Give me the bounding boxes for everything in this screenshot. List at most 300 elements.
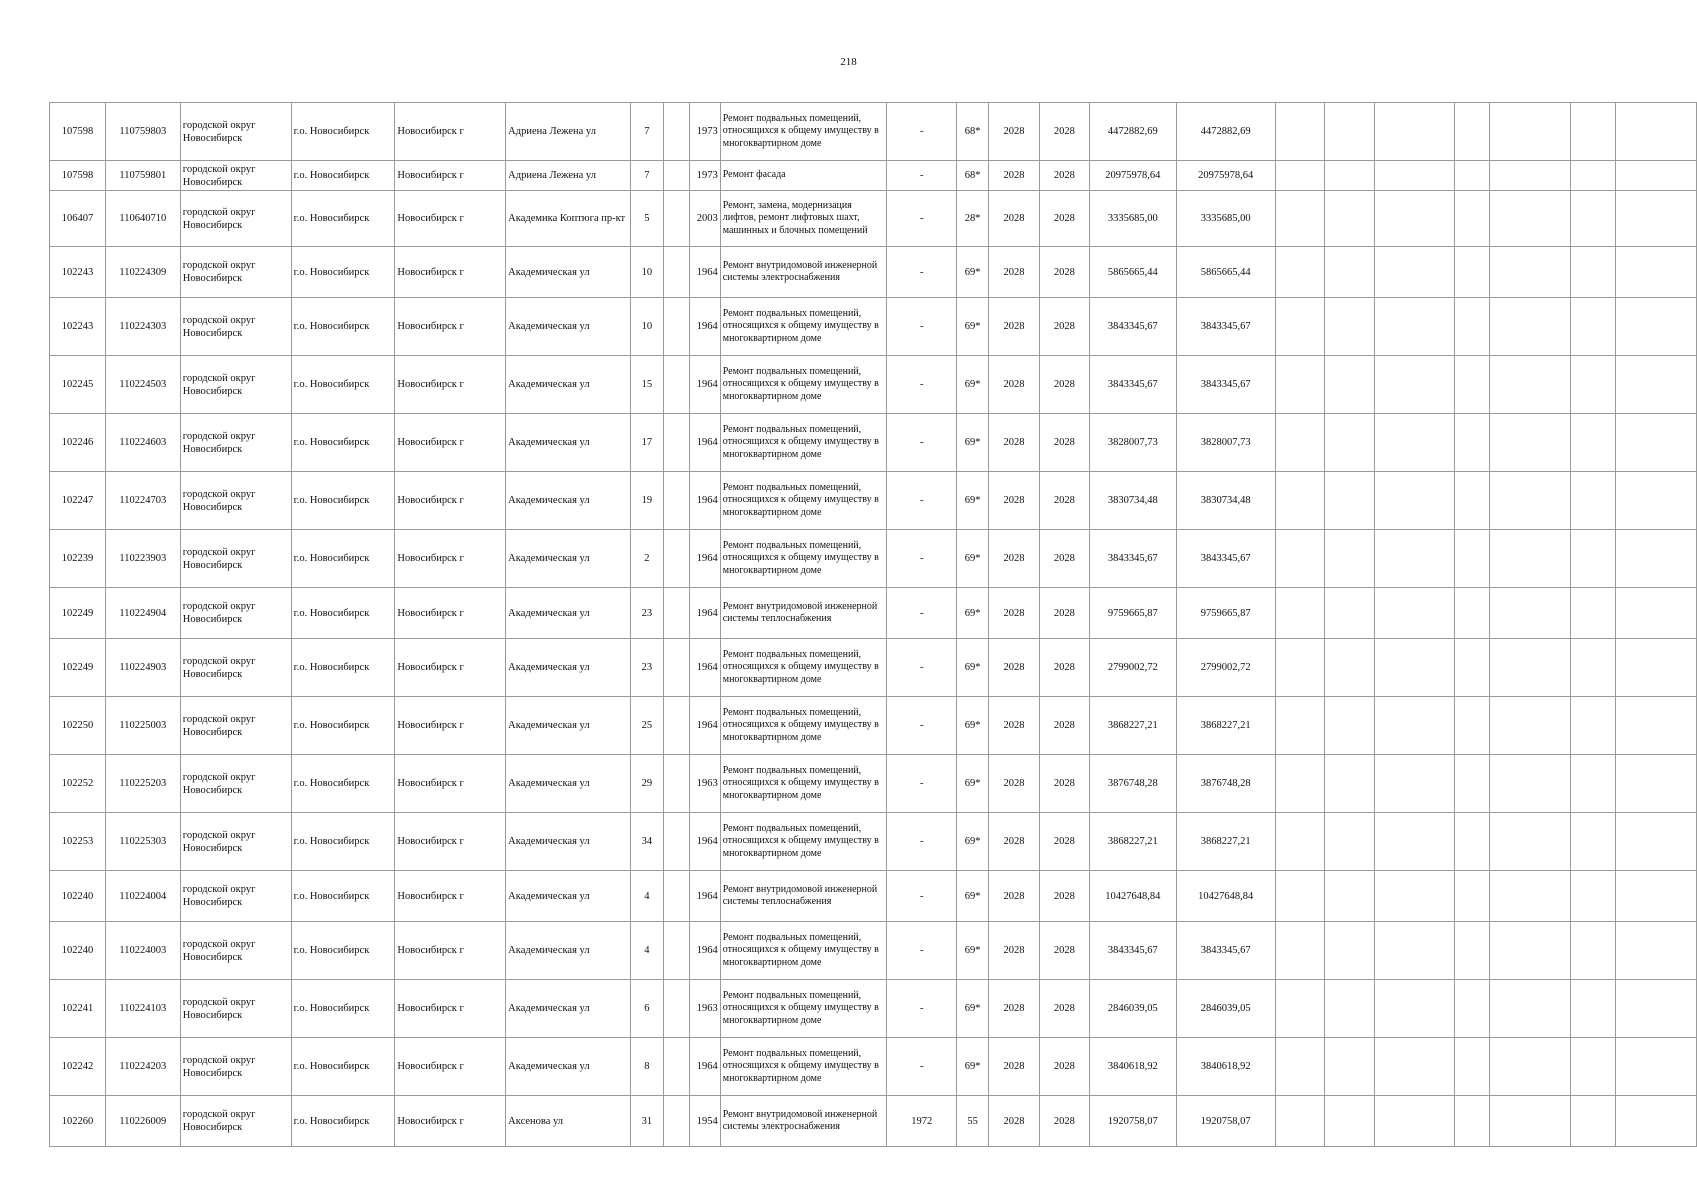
row-id: 102243 — [50, 247, 106, 298]
row-municipality: г.о. Новосибирск — [291, 755, 395, 813]
row-cost-fund: 3335685,00 — [1176, 191, 1275, 247]
row-cost-fund: 20975978,64 — [1176, 161, 1275, 191]
row-okrug: городской округ Новосибирск — [180, 1096, 291, 1147]
row-house: 34 — [630, 813, 663, 871]
table-row — [50, 755, 1697, 813]
table-row — [50, 813, 1697, 871]
empty-cell — [1325, 103, 1375, 161]
empty-cell — [1454, 356, 1489, 414]
empty-cell — [1616, 103, 1697, 161]
row-id: 102247 — [50, 472, 106, 530]
empty-cell — [1489, 871, 1571, 922]
row-municipality: г.о. Новосибирск — [291, 298, 395, 356]
row-cost-total: 3828007,73 — [1089, 414, 1176, 472]
row-commission-year: - — [887, 813, 957, 871]
table-row — [50, 298, 1697, 356]
row-municipality: г.о. Новосибирск — [291, 588, 395, 639]
row-wear-percent: 69* — [957, 639, 989, 697]
row-wear-percent: 69* — [957, 298, 989, 356]
row-year: 2003 — [689, 191, 720, 247]
row-municipality: г.о. Новосибирск — [291, 871, 395, 922]
row-code: 110759801 — [105, 161, 180, 191]
empty-cell — [1571, 1038, 1616, 1096]
row-cost-fund: 2799002,72 — [1176, 639, 1275, 697]
row-cost-total: 3830734,48 — [1089, 472, 1176, 530]
row-work-type: Ремонт подвальных помещений, относящихся к общему имуществу в многоквартирном доме — [720, 298, 887, 356]
empty-cell — [1489, 813, 1571, 871]
row-code: 110225303 — [105, 813, 180, 871]
empty-cell — [1454, 871, 1489, 922]
row-cost-fund: 4472882,69 — [1176, 103, 1275, 161]
row-blank — [663, 103, 689, 161]
empty-cell — [1571, 161, 1616, 191]
row-house: 17 — [630, 414, 663, 472]
row-year: 1964 — [689, 639, 720, 697]
row-okrug: городской округ Новосибирск — [180, 639, 291, 697]
empty-cell — [1489, 103, 1571, 161]
row-commission-year: - — [887, 697, 957, 755]
empty-cell — [1325, 1038, 1375, 1096]
row-plan-year-end: 2028 — [1039, 247, 1089, 298]
row-id: 106407 — [50, 191, 106, 247]
row-blank — [663, 247, 689, 298]
empty-cell — [1454, 247, 1489, 298]
row-house: 15 — [630, 356, 663, 414]
row-house: 4 — [630, 922, 663, 980]
row-code: 110224703 — [105, 472, 180, 530]
empty-cell — [1454, 588, 1489, 639]
empty-cell — [1571, 922, 1616, 980]
empty-cell — [1275, 472, 1325, 530]
row-wear-percent: 69* — [957, 588, 989, 639]
row-work-type: Ремонт подвальных помещений, относящихся к общему имуществу в многоквартирном доме — [720, 813, 887, 871]
empty-cell — [1454, 103, 1489, 161]
empty-cell — [1454, 755, 1489, 813]
empty-cell — [1454, 922, 1489, 980]
row-street: Адриена Лежена ул — [506, 161, 631, 191]
row-plan-year-start: 2028 — [989, 298, 1040, 356]
row-year: 1964 — [689, 813, 720, 871]
row-cost-fund: 3843345,67 — [1176, 356, 1275, 414]
empty-cell — [1325, 639, 1375, 697]
row-plan-year-start: 2028 — [989, 414, 1040, 472]
row-municipality: г.о. Новосибирск — [291, 922, 395, 980]
row-okrug: городской округ Новосибирск — [180, 356, 291, 414]
row-cost-total: 2846039,05 — [1089, 980, 1176, 1038]
empty-cell — [1375, 871, 1455, 922]
row-street: Академическая ул — [506, 697, 631, 755]
row-id: 102242 — [50, 1038, 106, 1096]
empty-cell — [1275, 871, 1325, 922]
row-wear-percent: 69* — [957, 247, 989, 298]
row-cost-total: 10427648,84 — [1089, 871, 1176, 922]
row-blank — [663, 922, 689, 980]
table-row — [50, 639, 1697, 697]
empty-cell — [1571, 813, 1616, 871]
empty-cell — [1325, 472, 1375, 530]
row-id: 102260 — [50, 1096, 106, 1147]
row-wear-percent: 69* — [957, 980, 989, 1038]
row-year: 1963 — [689, 755, 720, 813]
row-cost-total: 1920758,07 — [1089, 1096, 1176, 1147]
row-wear-percent: 68* — [957, 161, 989, 191]
row-plan-year-start: 2028 — [989, 356, 1040, 414]
empty-cell — [1489, 1038, 1571, 1096]
row-okrug: городской округ Новосибирск — [180, 161, 291, 191]
table-row — [50, 161, 1697, 191]
row-blank — [663, 414, 689, 472]
empty-cell — [1454, 191, 1489, 247]
empty-cell — [1571, 639, 1616, 697]
row-okrug: городской округ Новосибирск — [180, 191, 291, 247]
empty-cell — [1275, 356, 1325, 414]
row-house: 25 — [630, 697, 663, 755]
empty-cell — [1489, 472, 1571, 530]
row-year: 1964 — [689, 588, 720, 639]
row-commission-year: - — [887, 755, 957, 813]
row-plan-year-end: 2028 — [1039, 530, 1089, 588]
row-blank — [663, 356, 689, 414]
row-street: Академическая ул — [506, 755, 631, 813]
row-okrug: городской округ Новосибирск — [180, 813, 291, 871]
row-okrug: городской округ Новосибирск — [180, 588, 291, 639]
row-id: 107598 — [50, 161, 106, 191]
empty-cell — [1454, 472, 1489, 530]
empty-cell — [1616, 922, 1697, 980]
empty-cell — [1616, 980, 1697, 1038]
row-house: 7 — [630, 161, 663, 191]
empty-cell — [1275, 755, 1325, 813]
row-commission-year: - — [887, 871, 957, 922]
row-city: Новосибирск г — [395, 1096, 506, 1147]
table-row — [50, 1038, 1697, 1096]
row-city: Новосибирск г — [395, 530, 506, 588]
row-commission-year: - — [887, 922, 957, 980]
row-house: 31 — [630, 1096, 663, 1147]
table-row — [50, 247, 1697, 298]
row-plan-year-start: 2028 — [989, 191, 1040, 247]
row-okrug: городской округ Новосибирск — [180, 1038, 291, 1096]
empty-cell — [1375, 414, 1455, 472]
row-id: 102243 — [50, 298, 106, 356]
empty-cell — [1571, 1096, 1616, 1147]
row-cost-fund: 3868227,21 — [1176, 697, 1275, 755]
row-plan-year-start: 2028 — [989, 922, 1040, 980]
row-municipality: г.о. Новосибирск — [291, 414, 395, 472]
row-municipality: г.о. Новосибирск — [291, 472, 395, 530]
row-house: 23 — [630, 639, 663, 697]
empty-cell — [1275, 1038, 1325, 1096]
row-blank — [663, 980, 689, 1038]
row-commission-year: - — [887, 414, 957, 472]
row-plan-year-end: 2028 — [1039, 103, 1089, 161]
empty-cell — [1571, 414, 1616, 472]
row-city: Новосибирск г — [395, 922, 506, 980]
empty-cell — [1454, 530, 1489, 588]
row-work-type: Ремонт подвальных помещений, относящихся к общему имуществу в многоквартирном доме — [720, 755, 887, 813]
row-house: 29 — [630, 755, 663, 813]
row-city: Новосибирск г — [395, 247, 506, 298]
row-wear-percent: 69* — [957, 755, 989, 813]
empty-cell — [1275, 103, 1325, 161]
empty-cell — [1616, 298, 1697, 356]
empty-cell — [1375, 1038, 1455, 1096]
row-blank — [663, 1096, 689, 1147]
row-cost-total: 3843345,67 — [1089, 298, 1176, 356]
row-commission-year: 1972 — [887, 1096, 957, 1147]
row-municipality: г.о. Новосибирск — [291, 639, 395, 697]
row-blank — [663, 472, 689, 530]
row-cost-total: 3843345,67 — [1089, 356, 1176, 414]
row-code: 110224503 — [105, 356, 180, 414]
row-municipality: г.о. Новосибирск — [291, 530, 395, 588]
empty-cell — [1616, 161, 1697, 191]
empty-cell — [1454, 1038, 1489, 1096]
row-commission-year: - — [887, 298, 957, 356]
empty-cell — [1616, 247, 1697, 298]
row-city: Новосибирск г — [395, 472, 506, 530]
empty-cell — [1275, 1096, 1325, 1147]
row-blank — [663, 298, 689, 356]
empty-cell — [1275, 530, 1325, 588]
empty-cell — [1616, 191, 1697, 247]
row-plan-year-end: 2028 — [1039, 472, 1089, 530]
empty-cell — [1616, 588, 1697, 639]
row-wear-percent: 69* — [957, 472, 989, 530]
row-cost-total: 3335685,00 — [1089, 191, 1176, 247]
empty-cell — [1375, 356, 1455, 414]
row-wear-percent: 69* — [957, 813, 989, 871]
table-row — [50, 191, 1697, 247]
empty-cell — [1454, 980, 1489, 1038]
table-row — [50, 871, 1697, 922]
empty-cell — [1325, 813, 1375, 871]
row-plan-year-end: 2028 — [1039, 922, 1089, 980]
row-wear-percent: 55 — [957, 1096, 989, 1147]
empty-cell — [1571, 472, 1616, 530]
row-plan-year-start: 2028 — [989, 980, 1040, 1038]
empty-cell — [1454, 639, 1489, 697]
row-municipality: г.о. Новосибирск — [291, 247, 395, 298]
row-plan-year-start: 2028 — [989, 755, 1040, 813]
row-plan-year-end: 2028 — [1039, 414, 1089, 472]
row-work-type: Ремонт внутридомовой инженерной системы электроснабжения — [720, 1096, 887, 1147]
empty-cell — [1571, 871, 1616, 922]
table-row — [50, 922, 1697, 980]
row-cost-fund: 3868227,21 — [1176, 813, 1275, 871]
row-year: 1964 — [689, 697, 720, 755]
empty-cell — [1454, 414, 1489, 472]
row-work-type: Ремонт подвальных помещений, относящихся к общему имуществу в многоквартирном доме — [720, 414, 887, 472]
row-okrug: городской округ Новосибирск — [180, 247, 291, 298]
row-commission-year: - — [887, 639, 957, 697]
empty-cell — [1616, 530, 1697, 588]
row-year: 1964 — [689, 1038, 720, 1096]
empty-cell — [1616, 871, 1697, 922]
empty-cell — [1275, 639, 1325, 697]
row-house: 19 — [630, 472, 663, 530]
row-year: 1964 — [689, 414, 720, 472]
row-cost-total: 3876748,28 — [1089, 755, 1176, 813]
row-cost-total: 3843345,67 — [1089, 530, 1176, 588]
row-id: 102250 — [50, 697, 106, 755]
row-street: Академическая ул — [506, 639, 631, 697]
row-okrug: городской округ Новосибирск — [180, 530, 291, 588]
row-cost-total: 5865665,44 — [1089, 247, 1176, 298]
empty-cell — [1275, 298, 1325, 356]
empty-cell — [1489, 161, 1571, 191]
row-work-type: Ремонт внутридомовой инженерной системы электроснабжения — [720, 247, 887, 298]
row-work-type: Ремонт подвальных помещений, относящихся к общему имуществу в многоквартирном доме — [720, 980, 887, 1038]
empty-cell — [1375, 755, 1455, 813]
row-code: 110223903 — [105, 530, 180, 588]
row-plan-year-end: 2028 — [1039, 356, 1089, 414]
table-row — [50, 414, 1697, 472]
row-okrug: городской округ Новосибирск — [180, 103, 291, 161]
row-id: 102245 — [50, 356, 106, 414]
empty-cell — [1489, 755, 1571, 813]
row-plan-year-start: 2028 — [989, 103, 1040, 161]
empty-cell — [1275, 980, 1325, 1038]
row-wear-percent: 68* — [957, 103, 989, 161]
table-row — [50, 356, 1697, 414]
empty-cell — [1375, 1096, 1455, 1147]
row-plan-year-end: 2028 — [1039, 588, 1089, 639]
row-okrug: городской округ Новосибирск — [180, 472, 291, 530]
row-house: 5 — [630, 191, 663, 247]
row-plan-year-start: 2028 — [989, 1038, 1040, 1096]
capital-repair-table — [49, 102, 1697, 1147]
empty-cell — [1571, 530, 1616, 588]
row-city: Новосибирск г — [395, 588, 506, 639]
row-commission-year: - — [887, 530, 957, 588]
row-id: 102249 — [50, 639, 106, 697]
empty-cell — [1375, 161, 1455, 191]
empty-cell — [1571, 247, 1616, 298]
row-wear-percent: 69* — [957, 356, 989, 414]
row-cost-total: 3840618,92 — [1089, 1038, 1176, 1096]
row-cost-fund: 3840618,92 — [1176, 1038, 1275, 1096]
empty-cell — [1275, 161, 1325, 191]
empty-cell — [1616, 813, 1697, 871]
empty-cell — [1325, 755, 1375, 813]
row-year: 1964 — [689, 472, 720, 530]
row-blank — [663, 755, 689, 813]
row-year: 1964 — [689, 922, 720, 980]
row-id: 102240 — [50, 922, 106, 980]
table-body — [50, 103, 1697, 1147]
row-id: 102249 — [50, 588, 106, 639]
row-plan-year-end: 2028 — [1039, 1096, 1089, 1147]
empty-cell — [1375, 191, 1455, 247]
row-cost-fund: 10427648,84 — [1176, 871, 1275, 922]
empty-cell — [1325, 871, 1375, 922]
row-cost-fund: 3843345,67 — [1176, 530, 1275, 588]
table-row — [50, 588, 1697, 639]
page-number: 218 — [840, 56, 857, 68]
row-cost-total: 2799002,72 — [1089, 639, 1176, 697]
row-street: Академическая ул — [506, 922, 631, 980]
row-wear-percent: 69* — [957, 922, 989, 980]
empty-cell — [1325, 356, 1375, 414]
row-okrug: городской округ Новосибирск — [180, 980, 291, 1038]
empty-cell — [1325, 530, 1375, 588]
empty-cell — [1454, 1096, 1489, 1147]
row-blank — [663, 161, 689, 191]
row-year: 1964 — [689, 356, 720, 414]
empty-cell — [1325, 247, 1375, 298]
empty-cell — [1275, 588, 1325, 639]
row-work-type: Ремонт подвальных помещений, относящихся к общему имуществу в многоквартирном доме — [720, 472, 887, 530]
row-house: 7 — [630, 103, 663, 161]
row-house: 10 — [630, 247, 663, 298]
row-cost-total: 9759665,87 — [1089, 588, 1176, 639]
row-municipality: г.о. Новосибирск — [291, 191, 395, 247]
row-city: Новосибирск г — [395, 1038, 506, 1096]
row-city: Новосибирск г — [395, 813, 506, 871]
table-row — [50, 697, 1697, 755]
row-cost-fund: 3843345,67 — [1176, 922, 1275, 980]
empty-cell — [1375, 980, 1455, 1038]
row-id: 102252 — [50, 755, 106, 813]
row-id: 102240 — [50, 871, 106, 922]
empty-cell — [1454, 813, 1489, 871]
row-street: Академическая ул — [506, 356, 631, 414]
row-code: 110224203 — [105, 1038, 180, 1096]
row-work-type: Ремонт подвальных помещений, относящихся к общему имуществу в многоквартирном доме — [720, 922, 887, 980]
empty-cell — [1571, 697, 1616, 755]
row-house: 6 — [630, 980, 663, 1038]
empty-cell — [1489, 247, 1571, 298]
row-code: 110226009 — [105, 1096, 180, 1147]
row-code: 110224309 — [105, 247, 180, 298]
row-work-type: Ремонт подвальных помещений, относящихся к общему имуществу в многоквартирном доме — [720, 697, 887, 755]
row-city: Новосибирск г — [395, 298, 506, 356]
empty-cell — [1571, 298, 1616, 356]
row-street: Академическая ул — [506, 414, 631, 472]
row-municipality: г.о. Новосибирск — [291, 356, 395, 414]
row-plan-year-end: 2028 — [1039, 871, 1089, 922]
empty-cell — [1325, 191, 1375, 247]
row-blank — [663, 530, 689, 588]
row-year: 1964 — [689, 247, 720, 298]
row-street: Академическая ул — [506, 298, 631, 356]
row-cost-total: 3868227,21 — [1089, 697, 1176, 755]
row-work-type: Ремонт подвальных помещений, относящихся к общему имуществу в многоквартирном доме — [720, 530, 887, 588]
empty-cell — [1489, 1096, 1571, 1147]
empty-cell — [1375, 697, 1455, 755]
empty-cell — [1454, 298, 1489, 356]
row-house: 10 — [630, 298, 663, 356]
row-plan-year-start: 2028 — [989, 639, 1040, 697]
empty-cell — [1489, 191, 1571, 247]
empty-cell — [1375, 103, 1455, 161]
row-cost-total: 3843345,67 — [1089, 922, 1176, 980]
row-municipality: г.о. Новосибирск — [291, 813, 395, 871]
empty-cell — [1489, 356, 1571, 414]
row-plan-year-start: 2028 — [989, 1096, 1040, 1147]
row-code: 110225203 — [105, 755, 180, 813]
row-cost-fund: 2846039,05 — [1176, 980, 1275, 1038]
empty-cell — [1571, 191, 1616, 247]
row-plan-year-start: 2028 — [989, 697, 1040, 755]
row-cost-fund: 3830734,48 — [1176, 472, 1275, 530]
row-blank — [663, 639, 689, 697]
row-year: 1973 — [689, 103, 720, 161]
table-row — [50, 472, 1697, 530]
row-code: 110224303 — [105, 298, 180, 356]
empty-cell — [1489, 588, 1571, 639]
